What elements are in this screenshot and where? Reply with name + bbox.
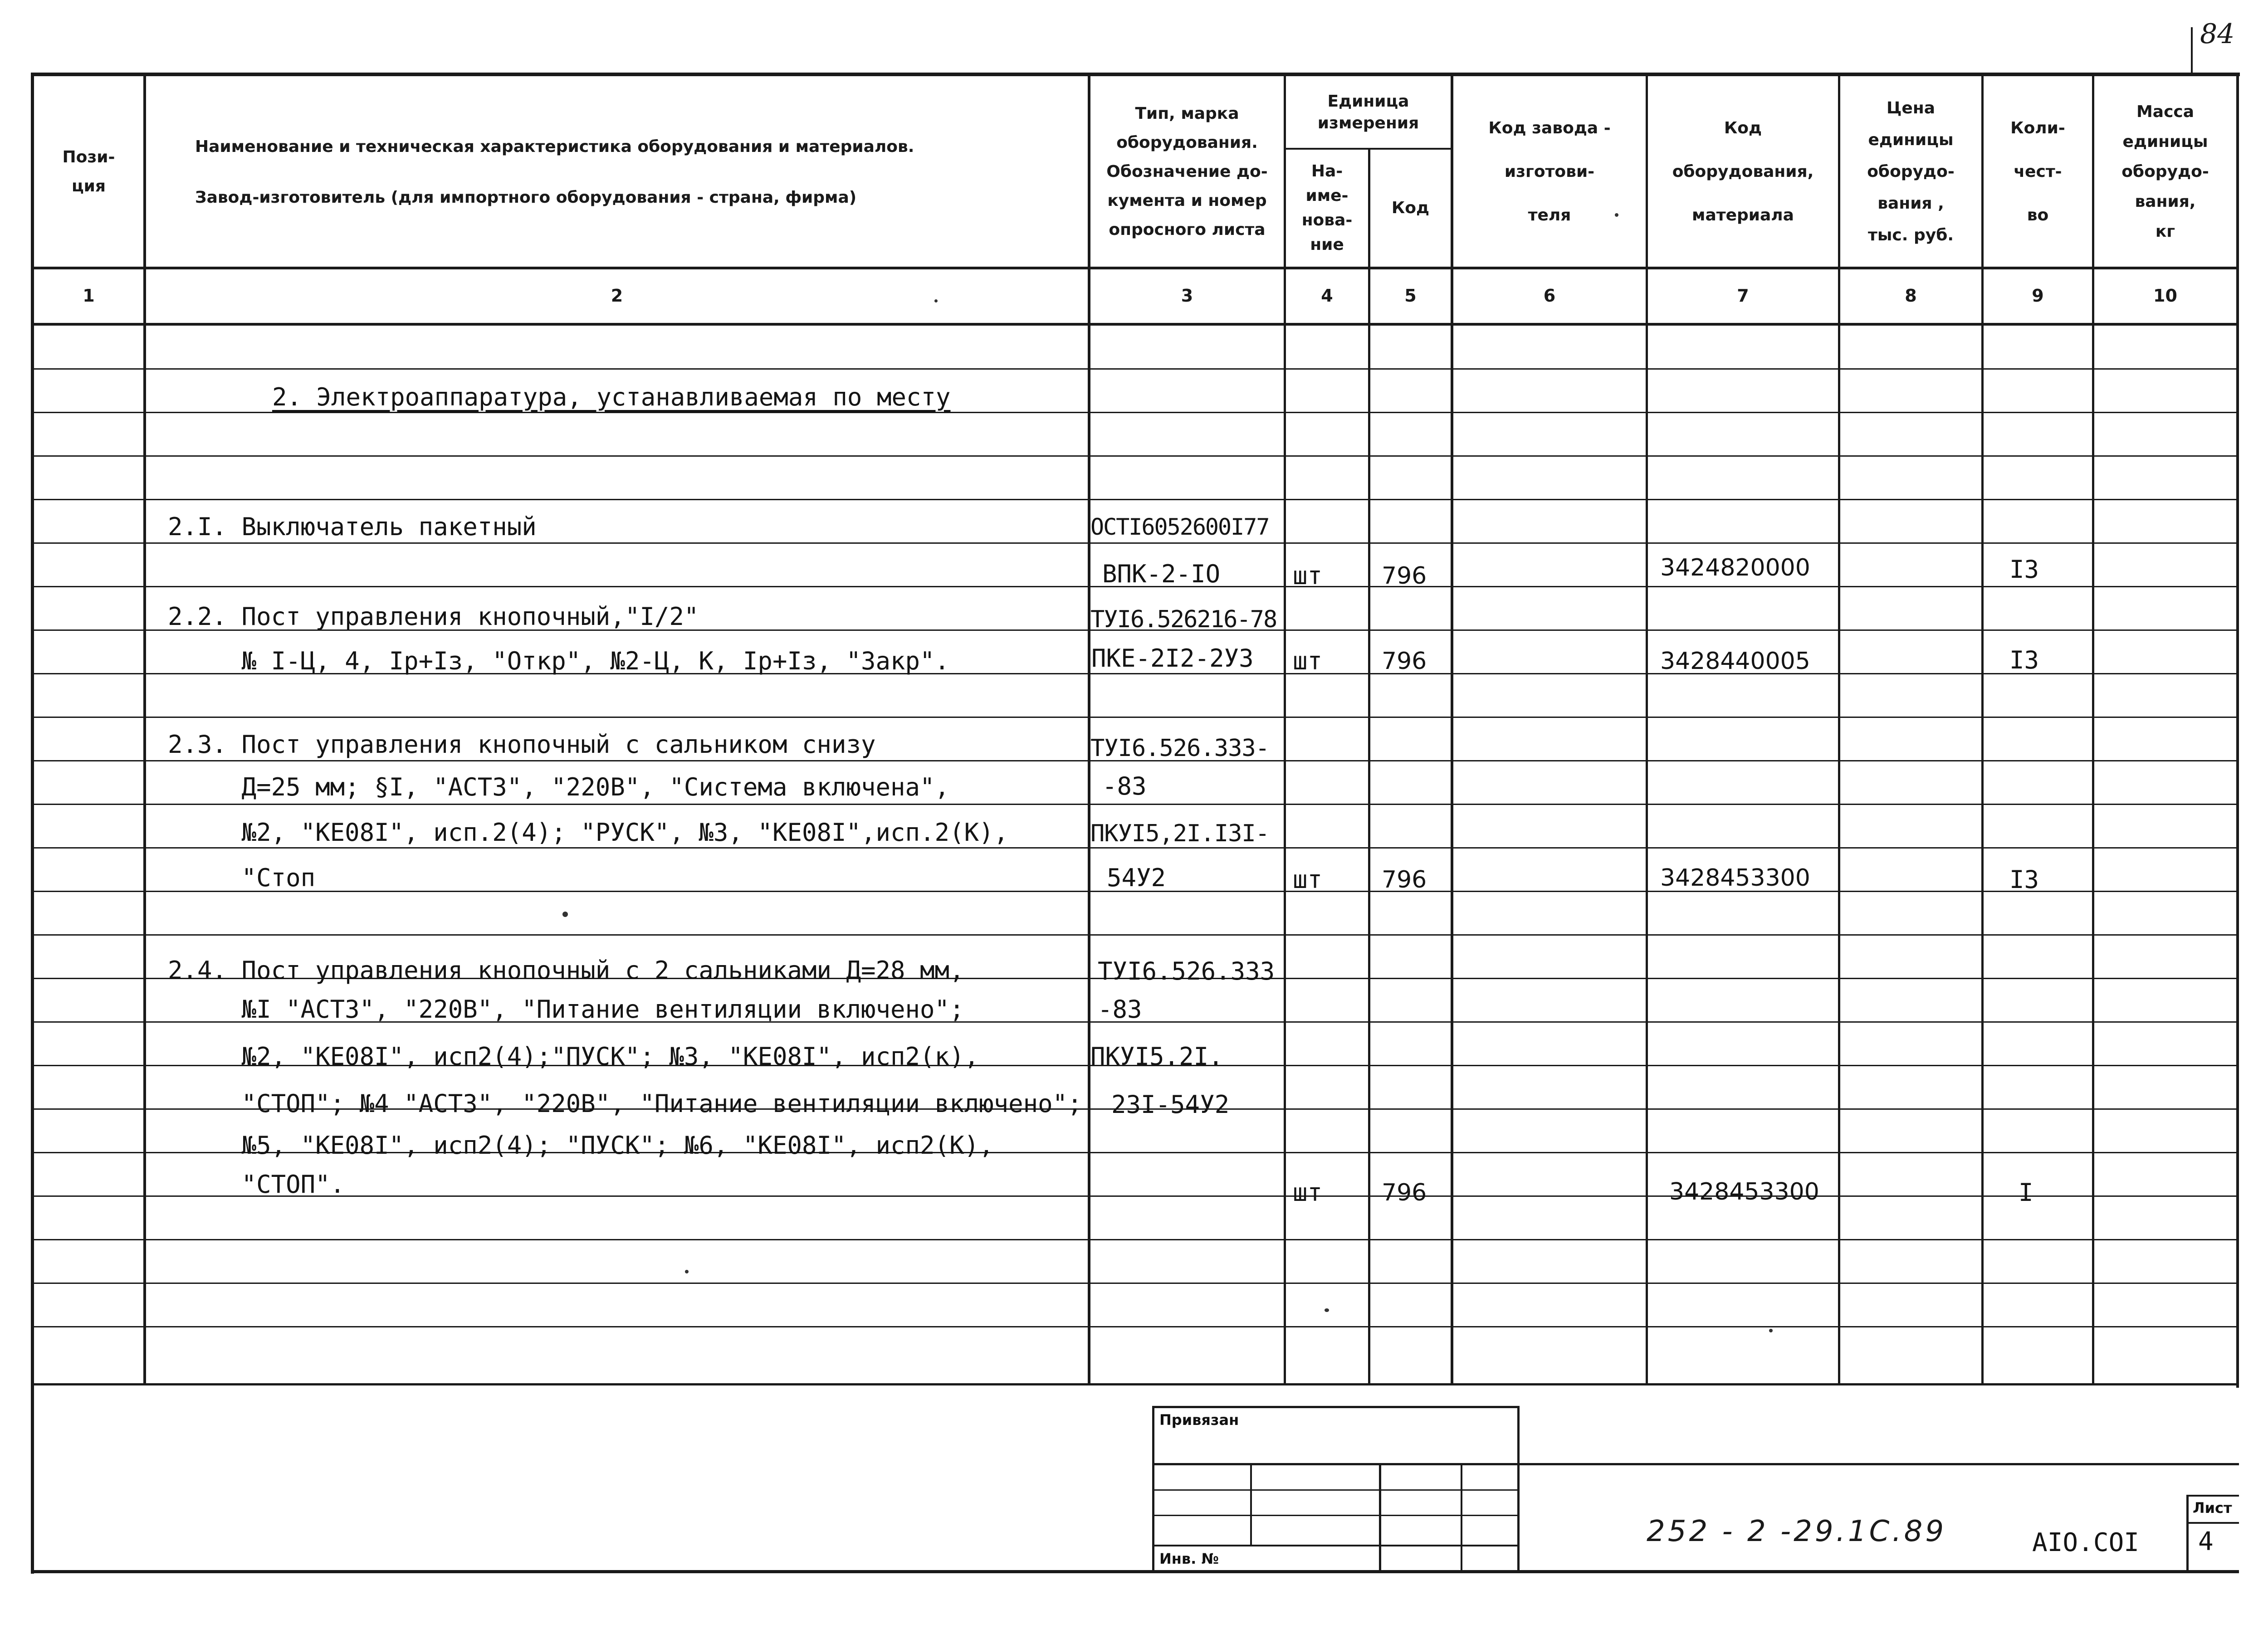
item-quantity: I3: [2009, 646, 2039, 674]
speck: [685, 1270, 689, 1273]
col-divider-7: [1838, 73, 1840, 1384]
page-number: 84: [2200, 18, 2235, 50]
col-number: 6: [1543, 286, 1556, 306]
stamp-col-rule: [1250, 1463, 1252, 1545]
item-name-line: №5, "КЕ08I", исп2(4); "ПУСК"; №6, "КЕ08I", исп2(К),: [168, 1131, 994, 1160]
header-type: Тип, марка оборудования. Обозначение до- кумента и номер опросного листа: [1106, 104, 1268, 239]
item-name-line: "СТОП"; №4 "АСТ3", "220В", "Питание вентиляции включено";: [168, 1089, 1082, 1118]
col-number: 3: [1181, 286, 1193, 306]
sheet-box-left: [2186, 1495, 2189, 1572]
stamp-box-right: [1517, 1406, 1520, 1572]
item-type-line: -83: [1102, 772, 1147, 800]
header-unit-group: Единица измерения: [1317, 92, 1419, 132]
stamp-inv-number: Инв. №: [1159, 1550, 1219, 1567]
speck: [1325, 1308, 1329, 1312]
header-equipment-code: Код оборудования, материала: [1672, 119, 1814, 224]
page-number-tick: [2191, 27, 2193, 74]
col-number: 1: [83, 286, 95, 306]
item-quantity: I: [2019, 1178, 2033, 1207]
item-name-line: 2.2. Пост управления кнопочный,"I/2": [168, 602, 699, 631]
sheet-box-mid: [2186, 1522, 2239, 1524]
item-unit-code: 796: [1382, 866, 1427, 893]
row-rule: [31, 368, 2239, 370]
col-divider-6: [1646, 73, 1648, 1384]
sheet-code: АIО.СОI: [2032, 1528, 2140, 1557]
stamp-col-rule: [1461, 1463, 1462, 1572]
col-divider-5: [1451, 73, 1453, 1384]
document-code: 252 - 2 -29.1С.89: [1647, 1515, 1947, 1548]
table-top-border: [31, 73, 2240, 76]
row-rule: [31, 1326, 2239, 1327]
row-rule: [31, 847, 2239, 849]
section-title: 2. Электроаппаратура, устанавливаемая по месту: [272, 383, 951, 411]
row-rule: [31, 1195, 2239, 1197]
col-divider-4: [1368, 148, 1370, 1384]
item-unit: шт: [1293, 865, 1323, 894]
row-rule: [31, 455, 2239, 457]
speck: [1769, 1329, 1773, 1332]
item-name-line: Д=25 мм; §I, "АСТ3", "220В", "Система включена",: [168, 773, 950, 801]
stamp-box-left: [1152, 1406, 1154, 1572]
stamp-row-rule: [1152, 1545, 1520, 1546]
row-rule: [31, 542, 2239, 544]
row-rule: [31, 934, 2239, 936]
sheet-number: 4: [2198, 1527, 2214, 1556]
item-type-line: ПКУI5,2I.I3I-: [1090, 820, 1269, 847]
item-name-line: № I-Ц, 4, Iр+Iз, "Откр", №2-Ц, К, Iр+Iз, "Закр".: [168, 647, 950, 675]
item-name-line: "Стоп: [168, 863, 316, 892]
col-divider-1: [143, 73, 146, 1384]
table-bottom-border: [31, 1570, 2239, 1573]
item-name-line: 2.I. Выключатель пакетный: [168, 512, 537, 541]
speck: [1615, 213, 1618, 217]
header-position: Пози- ция: [62, 148, 115, 195]
col-number: 10: [2153, 286, 2177, 306]
item-type-line: ПКУI5.2I.: [1090, 1042, 1223, 1071]
col-number: 4: [1321, 286, 1333, 306]
item-type-line: ПКЕ-2I2-2У3: [1091, 644, 1254, 673]
row-rule: [31, 1283, 2239, 1284]
item-type-line: 54У2: [1107, 863, 1166, 892]
col-number: 5: [1404, 286, 1417, 306]
item-equipment-code: 3428453300: [1669, 1178, 1819, 1205]
row-rule: [31, 1239, 2239, 1240]
item-unit: шт: [1293, 1178, 1323, 1207]
sheet-box-top: [2186, 1495, 2239, 1497]
stamp-privyazan: Привязан: [1159, 1411, 1239, 1429]
stamp-row-rule: [1152, 1489, 1520, 1491]
header-unit-mass: Масса единицы оборудо- вания, кг: [2121, 102, 2209, 241]
item-name-line: 2.3. Пост управления кнопочный с сальником снизу: [168, 730, 876, 759]
header-unit-name: На- име- нова- ние: [1301, 162, 1353, 254]
item-unit: шт: [1293, 647, 1323, 675]
item-name-line: "СТОП".: [168, 1170, 345, 1199]
item-quantity: I3: [2009, 865, 2039, 894]
item-type-line: -83: [1098, 995, 1142, 1024]
col-divider-3: [1284, 73, 1286, 1384]
header-bottom-rule: [31, 267, 2239, 269]
header-quantity: Коли- чест- во: [2010, 119, 2065, 224]
item-unit-code: 796: [1382, 1179, 1427, 1206]
item-type-line: ТУI6.526.333-: [1090, 735, 1269, 762]
item-type-line: 23I-54У2: [1111, 1090, 1230, 1119]
header-manufacturer-code: Код завода - изготови- теля: [1488, 119, 1611, 224]
col-number: 7: [1737, 286, 1749, 306]
row-rule: [31, 412, 2239, 413]
table-left-border: [31, 73, 34, 1574]
item-unit-code: 796: [1382, 562, 1427, 590]
item-equipment-code: 3424820000: [1660, 554, 1810, 581]
item-name-line: №2, "КЕ08I", исп2(4);"ПУСК"; №3, "КЕ08I", исп2(к),: [168, 1042, 979, 1071]
table-body-bottom-rule: [31, 1383, 2239, 1385]
stamp-col-rule: [1379, 1463, 1381, 1572]
item-unit: шт: [1293, 561, 1323, 590]
item-type-line: ТУI6.526216-78: [1090, 606, 1277, 633]
stamp-row-rule: [1152, 1463, 2239, 1465]
col-number: 8: [1905, 286, 1917, 306]
table-right-border: [2236, 73, 2239, 1388]
item-type-line: ТУI6.526.333: [1098, 957, 1275, 985]
header-name: Наименование и техническая характеристика оборудования и материалов. Завод-изготовитель (для импортного оборудования - страна, фирма): [195, 137, 914, 207]
header-unit-code: Код: [1391, 199, 1430, 217]
item-equipment-code: 3428440005: [1660, 648, 1810, 675]
item-name-line: 2.4. Пост управления кнопочный с 2 сальниками Д=28 мм,: [168, 956, 964, 985]
speck: [934, 299, 938, 302]
item-type-line: ВПК-2-IО: [1102, 560, 1221, 588]
speck: [562, 912, 568, 917]
item-quantity: I3: [2009, 555, 2039, 584]
item-unit-code: 796: [1382, 648, 1427, 675]
stamp-box-top: [1152, 1406, 1520, 1408]
col-divider-2: [1088, 73, 1090, 1384]
col-divider-8: [1981, 73, 1984, 1384]
item-name-line: №I "АСТ3", "220В", "Питание вентиляции включено";: [168, 995, 964, 1024]
col-divider-9: [2092, 73, 2094, 1384]
item-name-line: №2, "КЕ08I", исп.2(4); "РУСК", №3, "КЕ08I",исп.2(К),: [168, 818, 1009, 847]
header-unit-price: Цена единицы оборудо- вания , тыс. руб.: [1867, 99, 1955, 244]
row-rule: [31, 499, 2239, 500]
stamp-row-rule: [1152, 1515, 1520, 1516]
col-number: 2: [611, 286, 623, 306]
colnum-bottom-rule: [31, 323, 2239, 326]
col-number: 9: [2032, 286, 2044, 306]
sheet-label: Лист: [2193, 1499, 2232, 1517]
item-type-line: ОСТI6052600I77: [1090, 514, 1269, 540]
row-rule: [31, 804, 2239, 805]
row-rule: [31, 717, 2239, 718]
item-equipment-code: 3428453300: [1660, 864, 1810, 892]
